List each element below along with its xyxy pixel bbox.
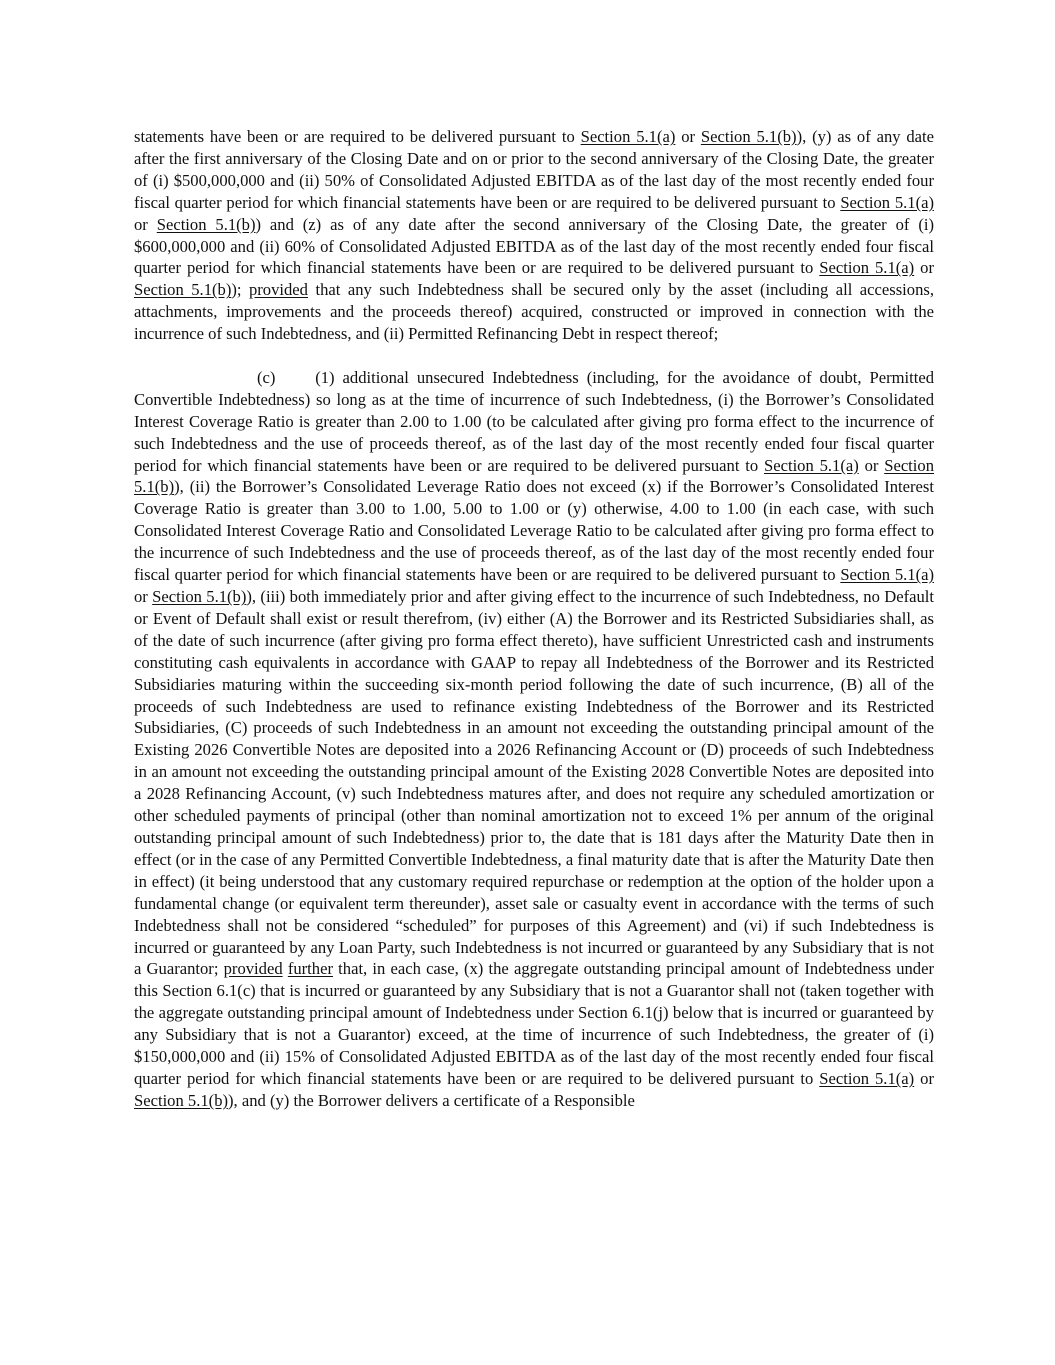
text-run: ), and (y) the Borrower delivers a certificate of a Responsible <box>228 1090 635 1110</box>
underlined-term: Section 5.1(b) <box>134 455 934 497</box>
underlined-term: provided <box>223 959 283 979</box>
underlined-term: Section 5.1(a) <box>840 565 934 585</box>
underlined-term: Section 5.1(a) <box>819 1068 915 1088</box>
underlined-term: Section 5.1(b) <box>700 127 797 146</box>
text-run: ), (y) as of any date after the first anniversary of the Closing Date and on or prior to the second anniversary of the Closing Date, the greater of (i) $500,000,000 and (ii) 50% of Consolidated Adjusted EBITDA as of the last day of the most recently ended four fiscal quarter period for which financial statements have been or are required to be delivered pursuant to <box>134 127 935 212</box>
text-run: ); <box>231 280 249 300</box>
paragraph-b-continuation <box>134 126 934 345</box>
underlined-term: Section 5.1(b) <box>156 214 256 234</box>
underlined-term: Section 5.1(b) <box>134 280 232 300</box>
text-run: or <box>914 258 934 278</box>
text-run: or <box>675 127 701 146</box>
text-run: that any such Indebtedness shall be secured only by the asset (including all accessions, attachments, improvements and the proceeds thereof) acquired, constructed or improved in connection with the incurrence of such Indebtedness, and (ii) Permitted Refinancing Debt in respect thereof; <box>134 280 934 344</box>
underlined-term: Section 5.1(a) <box>764 455 859 475</box>
text-run: or <box>134 587 153 607</box>
text-run: statements have been or are required to be delivered pursuant to <box>134 127 581 146</box>
text-run: ), (iii) both immediately prior and after giving effect to the incurrence of such Indebtedness, no Default or Event of Default shall exist or result therefrom, (iv) either (A) the Borrower and its Restricted Subsidiaries shall, as of the date of such incurrence (after giving pro forma effect thereto), have sufficient Unrestricted cash and instruments constituting cash equivalents in accordance with GAAP to repay all Indebtedness of the Borrower and its Restricted Subsidiaries maturing within the succeeding six-month period following the date of such incurrence, (B) all of the proceeds of such Indebtedness are used to refinance existing Indebtedness of the Borrower and its Restricted Subsidiaries, (C) proceeds of such Indebtedness in an amount not exceeding the outstanding principal amount of the Existing 2026 Convertible Notes are deposited into a 2026 Refinancing Account or (D) proceeds of such Indebtedness in an amount not exceeding the outstanding principal amount of the Existing 2028 Convertible Notes are deposited into a 2028 Refinancing Account, (v) such Indebtedness matures after, and does not require any scheduled amortization or other scheduled payments of principal (other than nominal amortization not to exceed 1% per annum of the original outstanding principal amount of such Indebtedness) prior to, the date that is 181 days after the Maturity Date then in effect (or in the case of any Permitted Convertible Indebtedness, a final maturity date that is after the Maturity Date then in effect) (it being understood that any customary required repurchase or redemption at the option of the holder upon a fundamental change (or equivalent term thereunder), asset sale or casualty event in accordance with the terms of such Indebtedness shall not be considered “scheduled” for purposes of this Agreement) and (vi) if such Indebtedness is incurred or guaranteed by any Loan Party, such Indebtedness is not incurred or guaranteed by any Subsidiary that is not a Guarantor; <box>134 587 934 979</box>
underlined-term: Section 5.1(a) <box>819 258 915 278</box>
text-run: ) and (z) as of any date after the second anniversary of the Closing Date, the greater of (i) $600,000,000 and (ii) 60% of Consolidated Adjusted EBITDA as of the last day of the most recently ended four fiscal quarter period for which financial statements have been or are required to be delivered pursuant to <box>134 214 934 278</box>
underlined-term: Section 5.1(b) <box>134 1090 229 1110</box>
paragraph-c <box>134 367 934 1112</box>
underlined-term: Section 5.1(b) <box>152 587 247 607</box>
underlined-term: Section 5.1(a) <box>840 192 934 212</box>
text-run: (c) (1) additional unsecured Indebtedness (including, for the avoidance of doubt, Permitted Convertible Indebtedness) so long as at the time of incurrence of such Indebtedness, (i) the Borrower’s Consolidated Interest Coverage Ratio is greater than 2.00 to 1.00 (to be calculated after giving pro forma effect to the incurrence of such Indebtedness and the use of proceeds thereof, as of the last day of the most recently ended four fiscal quarter period for which financial statements have been or are required to be delivered pursuant to <box>134 367 934 475</box>
text-run: that, in each case, (x) the aggregate outstanding principal amount of Indebtedness under this Section 6.1(c) that is incurred or guaranteed by any Subsidiary that is not a Guarantor shall not (taken together with the aggregate outstanding principal amount of Indebtedness under Section 6.1(j) below that is incurred or guaranteed by any Subsidiary that is not a Guarantor) exceed, at the time of incurrence of such Indebtedness, the greater of (i) $150,000,000 and (ii) 15% of Consolidated Adjusted EBITDA as of the last day of the most recently ended four fiscal quarter period for which financial statements have been or are required to be delivered pursuant to <box>134 959 934 1088</box>
document-page <box>134 126 934 1112</box>
text-run: or <box>134 214 157 234</box>
underlined-term: provided <box>248 280 308 300</box>
underlined-term: further <box>287 959 333 979</box>
text-run: or <box>858 455 885 475</box>
text-run: ), (ii) the Borrower’s Consolidated Leverage Ratio does not exceed (x) if the Borrower’s Consolidated Interest Coverage Ratio is greater than 3.00 to 1.00, 5.00 to 1.00 or (y) otherwise, 4.00 to 1.00 (in each case, with such Consolidated Interest Coverage Ratio and Consolidated Leverage Ratio to be calculated after giving pro forma effect to the incurrence of such Indebtedness and the use of proceeds thereof, as of the last day of the most recently ended four fiscal quarter period for which financial statements have been or are required to be delivered pursuant to <box>134 477 934 585</box>
underlined-term: Section 5.1(a) <box>580 127 676 146</box>
text-run: or <box>914 1068 934 1088</box>
